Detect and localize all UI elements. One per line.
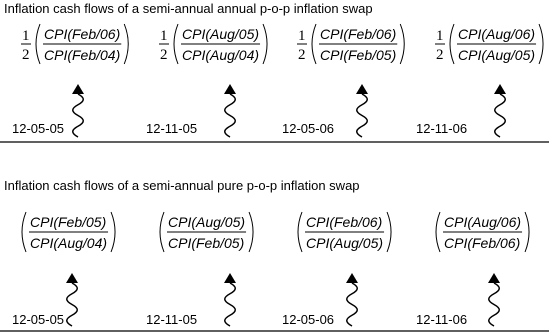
cpi-ratio-denominator: CPI(Feb/05)	[168, 235, 245, 251]
arrow-head	[224, 84, 236, 94]
panel-title: Inflation cash flows of a semi-annual pure p-o-p inflation swap	[4, 178, 360, 193]
right-paren	[539, 24, 543, 64]
right-paren	[525, 212, 529, 252]
swap-panel-2	[0, 178, 549, 331]
left-paren	[436, 212, 440, 252]
cpi-ratio-denominator: CPI(Aug/04)	[182, 47, 260, 63]
cpi-ratio-numerator: CPI(Feb/06)	[320, 26, 397, 42]
cpi-ratio-denominator: CPI(Feb/06)	[444, 235, 521, 251]
right-paren	[387, 212, 391, 252]
half-factor-numerator: 1	[298, 28, 306, 44]
right-paren	[249, 212, 253, 252]
right-paren	[111, 212, 115, 252]
payment-date: 12-11-06	[416, 312, 468, 327]
cpi-ratio-numerator: CPI(Aug/06)	[458, 26, 536, 42]
cash-flow-2	[146, 212, 253, 327]
cpi-ratio-numerator: CPI(Aug/05)	[182, 26, 260, 42]
half-factor-denominator: 2	[22, 47, 30, 63]
payment-date: 12-05-05	[12, 312, 65, 327]
half-factor-denominator: 2	[298, 47, 306, 63]
wavy-arrow-shaft	[73, 94, 84, 137]
arrow-head	[356, 84, 368, 94]
cash-flow-4	[416, 24, 543, 137]
arrow-head	[488, 273, 500, 283]
cpi-ratio-denominator: CPI(Aug/04)	[30, 235, 108, 251]
wavy-arrow-shaft	[495, 94, 506, 137]
wavy-arrow-shaft	[225, 94, 236, 137]
right-paren	[400, 24, 404, 64]
wavy-arrow-shaft	[489, 283, 500, 326]
cpi-ratio-denominator: CPI(Feb/05)	[320, 47, 397, 63]
wavy-arrow-shaft	[347, 283, 358, 326]
left-paren	[160, 212, 164, 252]
arrow-head	[494, 84, 506, 94]
payment-date: 12-05-06	[282, 312, 335, 327]
half-factor-denominator: 2	[436, 47, 444, 63]
cash-flow-3	[282, 24, 404, 137]
payment-date: 12-11-05	[146, 121, 198, 136]
wavy-arrow-shaft	[67, 283, 78, 326]
half-factor-numerator: 1	[160, 28, 168, 44]
cpi-ratio-numerator: CPI(Feb/06)	[44, 26, 121, 42]
wavy-arrow-shaft	[225, 283, 236, 326]
cash-flow-2	[146, 24, 267, 137]
cash-flow-1	[12, 24, 128, 137]
left-paren	[450, 24, 454, 64]
arrow-head	[224, 273, 236, 283]
cash-flow-3	[282, 212, 391, 327]
arrow-head	[346, 273, 358, 283]
cash-flow-1	[12, 212, 115, 327]
cpi-ratio-denominator: CPI(Feb/04)	[44, 47, 121, 63]
cpi-ratio-numerator: CPI(Feb/06)	[306, 214, 383, 230]
left-paren	[312, 24, 316, 64]
cpi-ratio-denominator: CPI(Aug/05)	[458, 47, 536, 63]
cpi-ratio-denominator: CPI(Aug/05)	[306, 235, 384, 251]
cpi-ratio-numerator: CPI(Aug/05)	[168, 214, 246, 230]
cpi-ratio-numerator: CPI(Aug/06)	[444, 214, 522, 230]
half-factor-numerator: 1	[436, 28, 444, 44]
arrow-head	[66, 273, 78, 283]
cpi-ratio-numerator: CPI(Feb/05)	[30, 214, 107, 230]
right-paren	[124, 24, 128, 64]
half-factor-numerator: 1	[22, 28, 30, 44]
payment-date: 12-05-06	[282, 121, 335, 136]
left-paren	[36, 24, 40, 64]
left-paren	[22, 212, 26, 252]
arrow-head	[72, 84, 84, 94]
cash-flow-4	[416, 212, 529, 327]
right-paren	[263, 24, 267, 64]
left-paren	[174, 24, 178, 64]
payment-date: 12-11-06	[416, 121, 468, 136]
wavy-arrow-shaft	[357, 94, 368, 137]
payment-date: 12-11-05	[146, 312, 198, 327]
left-paren	[298, 212, 302, 252]
swap-panel-1	[0, 1, 549, 142]
half-factor-denominator: 2	[160, 47, 168, 63]
payment-date: 12-05-05	[12, 121, 65, 136]
panel-title: Inflation cash flows of a semi-annual annual p-o-p inflation swap	[4, 1, 373, 16]
